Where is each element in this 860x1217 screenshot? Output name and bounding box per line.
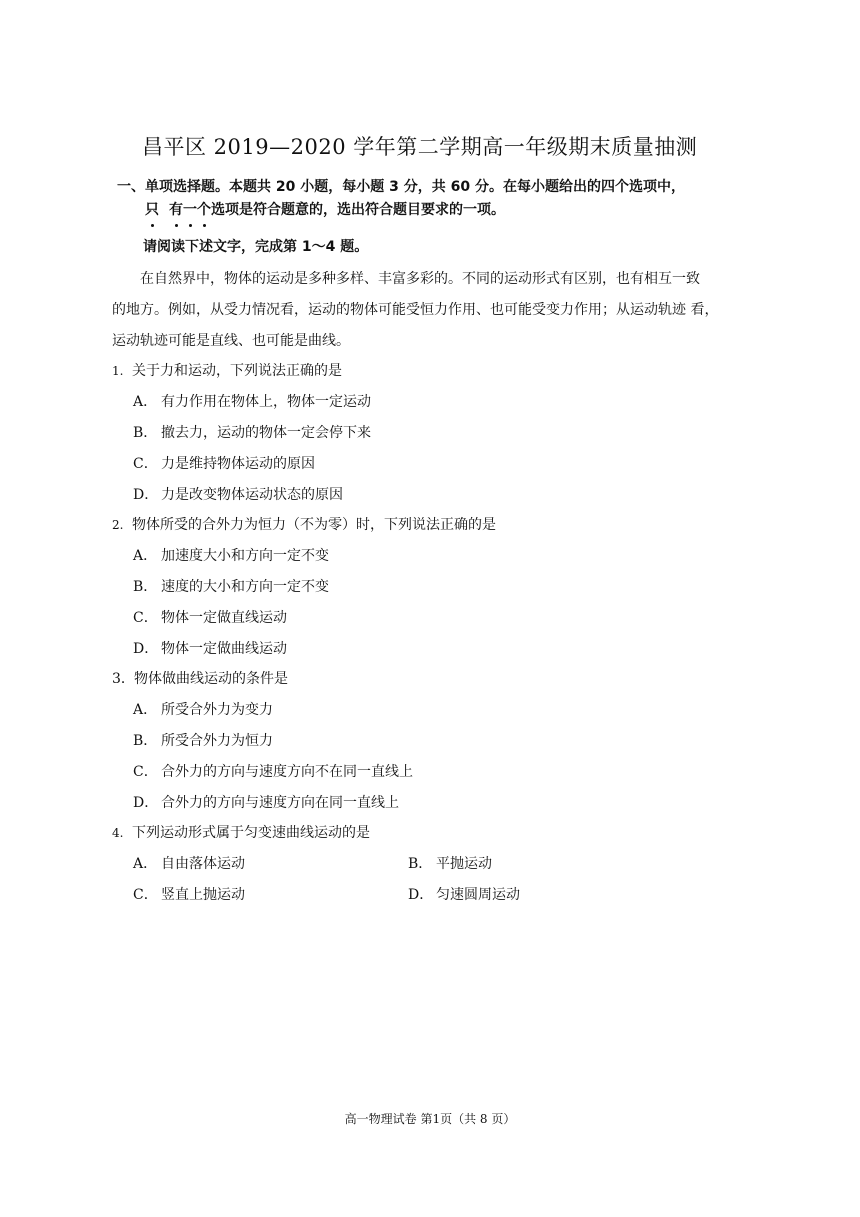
option-text: 力是维持物体运动的原因 [161,456,315,472]
exam-title: 昌平区 2019—2020 学年第二学期高一年级期末质量抽测 [142,135,698,159]
option-label: B． [133,425,158,441]
option-text: 加速度大小和方向一定不变 [161,548,329,564]
option-label: C． [133,610,158,626]
question-number: 2. [112,518,124,532]
passage-line: 在自然界中，物体的运动是多种多样、丰富多彩的。不同的运动形式有区别，也有相互一致 [140,271,700,287]
question-text: 物体做曲线运动的条件是 [134,671,288,687]
option-label: D． [133,487,159,503]
option-text: 合外力的方向与速度方向在同一直线上 [161,795,399,811]
option-text: 撤去力，运动的物体一定会停下来 [161,425,371,441]
emphasis-char: 个 [197,199,211,222]
option-label: D． [133,795,159,811]
emphasis-char: 一 [183,199,197,222]
question-2-option-a [133,545,329,565]
option-label: B． [133,579,158,595]
question-3-stem [112,668,288,688]
question-1-option-a [133,391,371,411]
question-4-option-b [408,853,492,873]
option-text: 所受合外力为变力 [161,702,273,718]
question-number: 3． [112,671,135,687]
question-text: 关于力和运动，下列说法正确的是 [132,363,342,379]
option-text: 匀速圆周运动 [436,887,520,903]
option-label: A． [133,702,158,718]
option-text: 物体一定做曲线运动 [161,641,287,657]
section-line-2-rest: 选项是符合题意的，选出符合题目要求的一项。 [211,202,505,218]
question-2-option-d [133,638,287,658]
section-line-1: 一、单项选择题。本题共 20 小题，每小题 3 分，共 60 分。在每小题给出的四个选项中， [117,179,685,195]
option-text: 物体一定做直线运动 [161,610,287,626]
page-footer: 高一物理试卷 第1页（共 8 页） [344,1112,516,1126]
option-text: 有力作用在物体上，物体一定运动 [161,394,371,410]
option-label: C． [133,887,158,903]
question-2-option-b [133,576,329,596]
question-1-stem [112,360,342,380]
section-heading [117,176,757,222]
reading-instruction: 请阅读下述文字，完成第 1～4 题。 [143,239,369,255]
question-3-option-d [133,792,399,812]
option-label: D． [133,641,159,657]
option-text: 所受合外力为恒力 [161,733,273,749]
question-number: 1. [112,364,124,378]
question-3-option-b [133,730,273,750]
question-text: 物体所受的合外力为恒力（不为零）时，下列说法正确的是 [132,517,496,533]
passage-line: 运动轨迹可能是直线、也可能是曲线。 [112,333,350,349]
question-4-stem [112,822,370,842]
reading-passage [112,264,752,357]
option-label: A． [133,856,158,872]
option-text: 平抛运动 [436,856,492,872]
question-3-option-a [133,699,273,719]
option-label: C． [133,764,158,780]
question-1-option-d [133,484,343,504]
option-label: B． [408,856,433,872]
option-label: A． [133,548,158,564]
option-label: B． [133,733,158,749]
section-line-2 [117,199,757,222]
option-label: D． [408,887,434,903]
question-1-option-c [133,453,315,473]
option-text: 力是改变物体运动状态的原因 [161,487,343,503]
question-number: 4. [112,826,124,840]
question-3-option-c [133,761,413,781]
option-text: 速度的大小和方向一定不变 [161,579,329,595]
question-2-option-c [133,607,287,627]
question-4-option-d [408,884,520,904]
question-text: 下列运动形式属于匀变速曲线运动的是 [132,825,370,841]
question-2-stem [112,514,496,534]
passage-line: 的地方。例如，从受力情况看，运动的物体可能受恒力作用、也可能受变力作用；从运动轨迹 看， [112,302,719,318]
option-text: 合外力的方向与速度方向不在同一直线上 [161,764,413,780]
question-4-option-c [133,884,245,904]
option-text: 自由落体运动 [161,856,245,872]
question-1-option-b [133,422,371,442]
option-text: 竖直上抛运动 [161,887,245,903]
emphasis-char: 只 [145,199,159,222]
emphasis-char: 有 [169,199,183,222]
option-label: A． [133,394,158,410]
question-4-option-a [133,853,245,873]
option-label: C． [133,456,158,472]
